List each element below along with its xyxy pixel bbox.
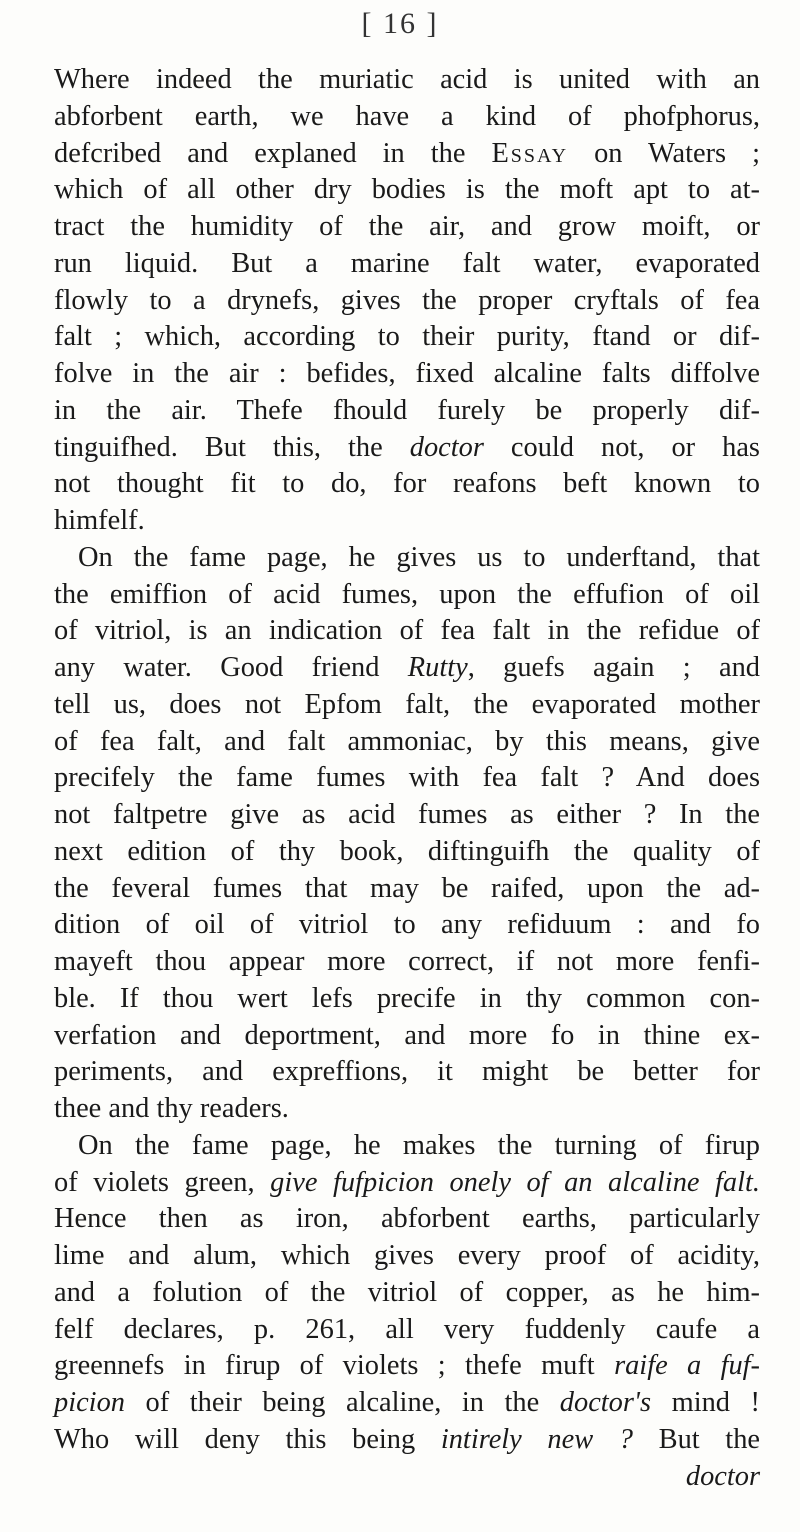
- text-line: lime and alum, which gives every proof of acidity,: [54, 1240, 760, 1271]
- text-line: precifely the fame fumes with fea falt ? And does: [54, 762, 760, 794]
- text-line: defcribed and explaned in the Essay on Waters ;: [54, 137, 760, 169]
- italic-word: picion: [54, 1387, 125, 1418]
- text-line: felf declares, p. 261, all very fuddenly caufe a: [54, 1313, 760, 1345]
- text-line: of vitriol, is an indication of fea falt in the refidue of: [54, 615, 760, 647]
- text-line: picion of their being alcaline, in the doctor's mind !: [54, 1387, 760, 1418]
- text-line: of violets green, give fufpicion onely of an alcaline falt.: [54, 1166, 760, 1198]
- text-line: tinguifhed. But this, the doctor could not, or has: [54, 431, 760, 463]
- text-line: verfation and deportment, and more fo in thine ex-: [54, 1019, 760, 1051]
- text-line: tell us, does not Epfom falt, the evaporated mother: [54, 688, 760, 720]
- text-line: of fea falt, and falt ammoniac, by this means, give: [54, 725, 760, 757]
- text-line: and a folution of the vitriol of copper, as he him-: [54, 1276, 760, 1308]
- text-line: dition of oil of vitriol to any refiduum : and fo: [54, 909, 760, 941]
- text-line: mayeft thou appear more correct, if not more fenfi-: [54, 946, 760, 977]
- text-line: periments, and expreffions, it might be better for: [54, 1056, 760, 1088]
- paragraph-start-line: On the fame page, he makes the turning of firup: [78, 1129, 760, 1161]
- text-line: any water. Good friend Rutty, guefs again ; and: [54, 652, 761, 683]
- text-line: falt ; which, according to their purity, ftand or dif-: [54, 321, 760, 353]
- italic-word: Rutty: [407, 652, 468, 683]
- italic-word: doctor: [409, 431, 484, 463]
- italic-phrase: raife a fuf-: [614, 1350, 761, 1382]
- text-line: the feveral fumes that may be raifed, upon the ad-: [54, 872, 760, 904]
- text-line: not thought fit to do, for reafons beft known to: [54, 468, 760, 500]
- text-line: in the air. Thefe fhould furely be properly dif-: [54, 394, 760, 426]
- italic-word: doctor's: [559, 1387, 652, 1418]
- text-line: tract the humidity of the air, and grow moift, or: [54, 211, 760, 242]
- text-line: abforbent earth, we have a kind of phofphorus,: [54, 100, 760, 132]
- page-number-header: [ 16 ]: [361, 7, 439, 40]
- small-caps-word: Essay: [491, 137, 569, 169]
- text-line: flowly to a drynefs, gives the proper cryftals of fea: [54, 284, 760, 316]
- text-line: next edition of thy book, diftinguifh the quality of: [54, 835, 760, 867]
- italic-phrase: give fufpicion onely of an alcaline falt.: [270, 1166, 760, 1198]
- text-line: Hence then as iron, abforbent earths, particularly: [54, 1203, 760, 1235]
- text-line: folve in the air : befides, fixed alcaline falts diffolve: [54, 358, 760, 389]
- body-text: [54, 62, 760, 1495]
- text-line: thee and thy readers.: [54, 1093, 289, 1124]
- catchword: doctor: [685, 1460, 760, 1492]
- text-line: run liquid. But a marine falt water, evaporated: [54, 247, 760, 279]
- text-line: greennefs in firup of violets ; thefe muft raife a fuf-: [54, 1350, 761, 1382]
- paragraph-start-line: On the fame page, he gives us to underftand, that: [78, 541, 760, 573]
- text-line: Who will deny this being intirely new ? But the: [54, 1423, 760, 1455]
- text-line: Where indeed the muriatic acid is united with an: [54, 64, 760, 95]
- text-line: which of all other dry bodies is the moft apt to at-: [54, 174, 760, 206]
- text-line: himfelf.: [54, 505, 145, 536]
- text-line: ble. If thou wert lefs precife in thy common con-: [54, 982, 760, 1014]
- text-line: not faltpetre give as acid fumes as either ? In the: [54, 799, 760, 830]
- italic-phrase: intirely new ?: [440, 1423, 633, 1455]
- text-line: the emiffion of acid fumes, upon the effufion of oil: [54, 578, 760, 610]
